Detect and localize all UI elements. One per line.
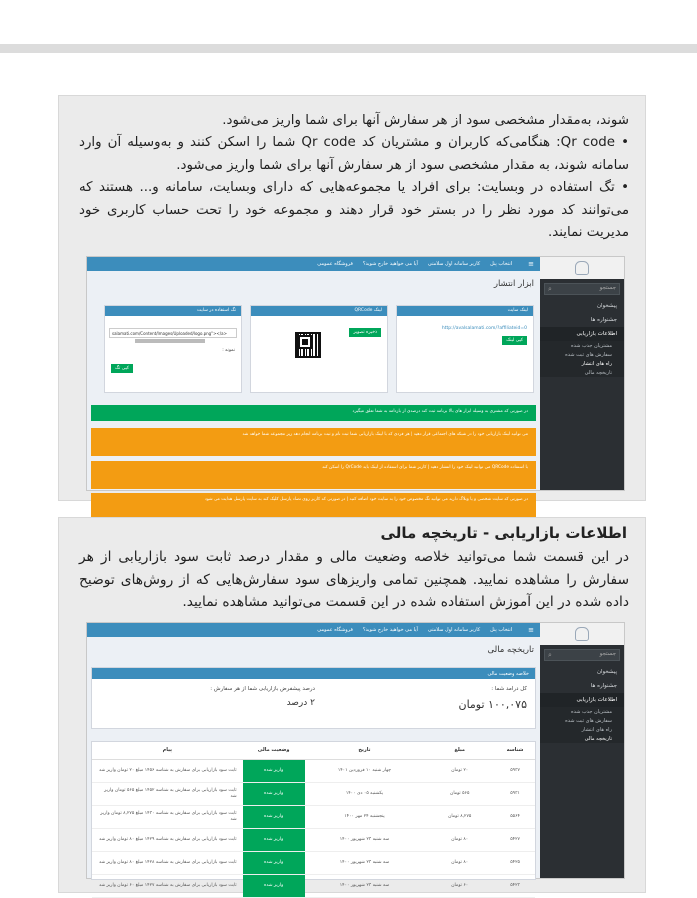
financial-paragraph: در این قسمت شما می‌توانید خلاصه وضعیت مالی و مقدار درصد ثابت سود بازاریابی از هر سفارش را مشاهده نمایید. همچنین تمامی واریزهای سود سفارش‌هایی که از روش‌های توضیح داده شده در این آموزش استفاده شده در این قسمت می‌توانید مشاهده نمایید.	[79, 549, 629, 610]
submenu-orders[interactable]: سفارش های ثبت شده	[540, 350, 624, 359]
cell-date: پنجشنبه ۲۴ مهر ۱۴۰۰	[305, 805, 425, 828]
table-row	[92, 759, 535, 782]
app-sidebar	[540, 257, 624, 490]
nav-user[interactable]: کاربر سامانه اول سلامتی	[427, 261, 481, 267]
cell-date: سه شنبه ۲۳ شهریور ۱۴۰۰	[305, 828, 425, 851]
percent-label: درصد پیشفرض بازاریابی شما از هر سفارش :	[210, 686, 315, 692]
submenu-customers[interactable]: مشتریان جذب شده	[540, 341, 624, 350]
save-image-button[interactable]: ذخیره تصویر	[349, 328, 381, 337]
status-badge: واریز شده	[243, 782, 305, 805]
nav-store[interactable]: فروشگاه عمومی	[317, 261, 353, 267]
cell-message: ثابت سود بازاریابی برای سفارش به شناسه ۱۴۵۲ مبلغ ۵۶۵ تومان واریز شد	[92, 782, 243, 805]
cell-id: ۵۹۳۷	[495, 759, 535, 782]
site-link-box	[396, 305, 534, 393]
table-row	[92, 828, 535, 851]
status-badge: واریز شده	[243, 805, 305, 828]
sidebar-item-festivals[interactable]: جشنواره ها	[590, 683, 617, 689]
status-badge: واریز شده	[243, 874, 305, 897]
transactions-table	[91, 741, 536, 888]
copy-tag-button[interactable]: کپی تگ	[111, 364, 133, 373]
cell-message: ثابت سود بازاریابی برای سفارش به شناسه ۱۴۲۹ مبلغ ۸۰ تومان واریز شد	[92, 828, 243, 851]
qr-code-box	[250, 305, 388, 393]
paragraph-line: شوند، به‌مقدار مشخصی سود از هر سفارش آنها برای شما واریز می‌شود.	[222, 113, 629, 128]
table-header-row	[92, 742, 535, 759]
section-financial-history	[58, 517, 646, 893]
submenu-orders[interactable]: سفارش های ثبت شده	[540, 716, 624, 725]
site-tag-title: تگ استفاده در سایت	[105, 306, 241, 316]
cell-date: سه شنبه ۲۳ شهریور ۱۴۰۰	[305, 851, 425, 874]
cell-amount: ۸,۲۷۵ تومان	[424, 805, 495, 828]
tag-code-field[interactable]: salamati.com/Content/Images/Uploaded/logo.png"></a>	[109, 328, 237, 338]
table-row	[92, 874, 535, 897]
submenu-customers[interactable]: مشتریان جذب شده	[540, 707, 624, 716]
column-date[interactable]: تاریخ	[305, 742, 425, 759]
qrcode-alert: با استفاده QRCode می توانید لینک خود را انتشار دهید | کاربر شما برای استفاده از لینک باید QrCode را اسکن کند	[91, 461, 536, 489]
cell-id: ۵۵۶۴	[495, 805, 535, 828]
nav-logout[interactable]: آیا می خواهید خارج شوید؟	[362, 261, 418, 267]
cell-amount: ۲۰ تومان	[424, 759, 495, 782]
search-icon: ⌕	[548, 651, 552, 659]
column-amount[interactable]: مبلغ	[424, 742, 495, 759]
site-link-url[interactable]: http://avalsalamati.com/?affiliateid=0	[441, 326, 527, 331]
section-publishing-tools	[58, 95, 646, 501]
sidebar-item-dashboard[interactable]: پیشخوان	[596, 303, 617, 309]
app-logo	[540, 257, 624, 279]
nav-select-panel[interactable]: انتخاب پنل	[490, 627, 513, 633]
cell-amount: ۸۰ تومان	[424, 851, 495, 874]
status-badge: واریز شده	[243, 759, 305, 782]
submenu-publish-ways[interactable]: راه های انتشار	[540, 359, 624, 368]
nav-user[interactable]: کاربر سامانه اول سلامتی	[427, 627, 481, 633]
status-badge: واریز شده	[243, 851, 305, 874]
app-navbar	[87, 623, 540, 637]
percent-value: ۲ درصد	[286, 698, 315, 708]
column-id[interactable]: شناسه	[495, 742, 535, 759]
sidebar-item-marketing[interactable]: اطلاعات بازاریابی	[540, 693, 624, 707]
search-placeholder: جستجو	[599, 285, 616, 291]
app-logo	[540, 623, 624, 645]
cell-amount: ۵۶۵ تومان	[424, 782, 495, 805]
table-row	[92, 782, 535, 805]
submenu-financial-history[interactable]: تاریخچه مالی	[540, 368, 624, 377]
app-content	[87, 637, 540, 888]
sidebar-item-festivals[interactable]: جشنواره ها	[590, 317, 617, 323]
qr-code-title: لینک QRCode	[251, 306, 387, 316]
social-alert: می توانید لینک بازاریابی خود را در شبکه های اجتماعی قرار دهید | هر فردی که با لینک بازاریابی شما ثبت نام و ثبت برنامه انجام دهد زیر مجموعه شما خواهد شد	[91, 428, 536, 456]
summary-title: خلاصه وضعیت مالی	[92, 668, 535, 679]
page-title: تاریخچه مالی	[487, 645, 534, 655]
sidebar-item-marketing[interactable]: اطلاعات بازاریابی	[540, 327, 624, 341]
paragraph-line: • Qr code: هنگامی‌که کاربران و مشتریان کد Qr code شما را اسکن کنند و به‌وسیله آن وارد سامانه شوند، به مقدار مشخصی سود از هر سفارش آنها برای شما واریز می‌شود.	[79, 135, 629, 173]
cell-date: سه شنبه ۲۳ شهریور ۱۴۰۰	[305, 874, 425, 897]
app-content	[87, 271, 540, 502]
nav-logout[interactable]: آیا می خواهید خارج شوید؟	[362, 627, 418, 633]
publishing-paragraph	[79, 110, 629, 244]
income-value: ۱۰۰,۰۷۵ تومان	[458, 698, 527, 711]
cell-date: چهار شنبه ۱۰ فروردین ۱۴۰۱	[305, 759, 425, 782]
menu-icon[interactable]: ≡	[528, 626, 534, 634]
cell-message: ثابت سود بازاریابی برای سفارش به شناسه ۱۴۵۶ مبلغ ۲۰ تومان واریز شد	[92, 759, 243, 782]
column-status[interactable]: وضعیت مالی	[243, 742, 305, 759]
cell-message: ثابت سود بازاریابی برای سفارش به شناسه ۱۴۳۰ مبلغ ۸,۲۷۵ تومان واریز شد	[92, 805, 243, 828]
app-navbar	[87, 257, 540, 271]
header-rule	[0, 44, 697, 53]
sidebar-search-input[interactable]	[544, 283, 620, 295]
site-link-title: لینک سایت	[397, 306, 533, 316]
submenu-financial-history[interactable]: تاریخچه مالی	[540, 734, 624, 743]
menu-icon[interactable]: ≡	[528, 260, 534, 268]
search-icon: ⌕	[548, 285, 552, 293]
cell-message: ثابت سود بازاریابی برای سفارش به شناسه ۱۴۲۸ مبلغ ۸۰ تومان واریز شد	[92, 851, 243, 874]
status-badge: واریز شده	[243, 828, 305, 851]
table-row	[92, 805, 535, 828]
tag-scrollbar[interactable]	[135, 339, 205, 343]
financial-summary-box	[91, 667, 536, 729]
site-tag-box	[104, 305, 242, 393]
submenu-publish-ways[interactable]: راه های انتشار	[540, 725, 624, 734]
website-alert: در صورتی که سایت شخصی و یا وبلاگ دارید می توانید تگ مخصوص خود را به سایت خود اضافه کنید | در صورتی که کاربر روی تصاد پارسل کلیک کند به سایت پارسل هدایت می شود	[91, 493, 536, 521]
info-alert: در صورتی که مشتری به وسیله ابزار های بالا برنامه ثبت کند درصدی از بازدامه به شما تعلق میگیرد	[91, 405, 536, 421]
cell-id: ۵۴۲۳	[495, 874, 535, 897]
screenshot-publishing-tools	[86, 256, 625, 502]
cell-id: ۵۴۲۷	[495, 828, 535, 851]
cell-message: ثابت سود بازاریابی برای سفارش به شناسه ۱۴۲۷ مبلغ ۶۰ تومان واریز شد	[92, 874, 243, 897]
nav-select-panel[interactable]: انتخاب پنل	[490, 261, 513, 267]
app-sidebar	[540, 623, 624, 878]
search-placeholder: جستجو	[599, 651, 616, 657]
sidebar-item-dashboard[interactable]: پیشخوان	[596, 669, 617, 675]
tag-sample-label: نمونه :	[222, 348, 235, 353]
copy-link-button[interactable]: کپی لینک	[502, 336, 527, 345]
income-label: کل درامد شما :	[491, 686, 527, 692]
paragraph-line: • تگ استفاده در وبسایت: برای افراد یا مجموعه‌هایی که دارای وبسایت، سامانه و... هستند که می‌توانند کد مورد نظر را در بستر خود قرار دهند و مجموعه خود را تحت حساب کاربری خود مدیریت نمایند.	[79, 180, 629, 241]
cell-id: ۵۹۳۱	[495, 782, 535, 805]
table-row	[92, 851, 535, 874]
cell-amount: ۶۰ تومان	[424, 874, 495, 897]
sidebar-search-input[interactable]	[544, 649, 620, 661]
qr-code-image	[295, 332, 321, 358]
screenshot-financial-history	[86, 622, 625, 888]
section-heading: اطلاعات بازاریابی - تاریخچه مالی	[380, 524, 627, 542]
column-message[interactable]: پیام	[92, 742, 243, 759]
page-title: ابزار انتشار	[493, 279, 534, 289]
cell-date: یکشنبه ۰۵ دی ۱۴۰۰	[305, 782, 425, 805]
cell-id: ۵۴۲۵	[495, 851, 535, 874]
nav-store[interactable]: فروشگاه عمومی	[317, 627, 353, 633]
cell-amount: ۸۰ تومان	[424, 828, 495, 851]
